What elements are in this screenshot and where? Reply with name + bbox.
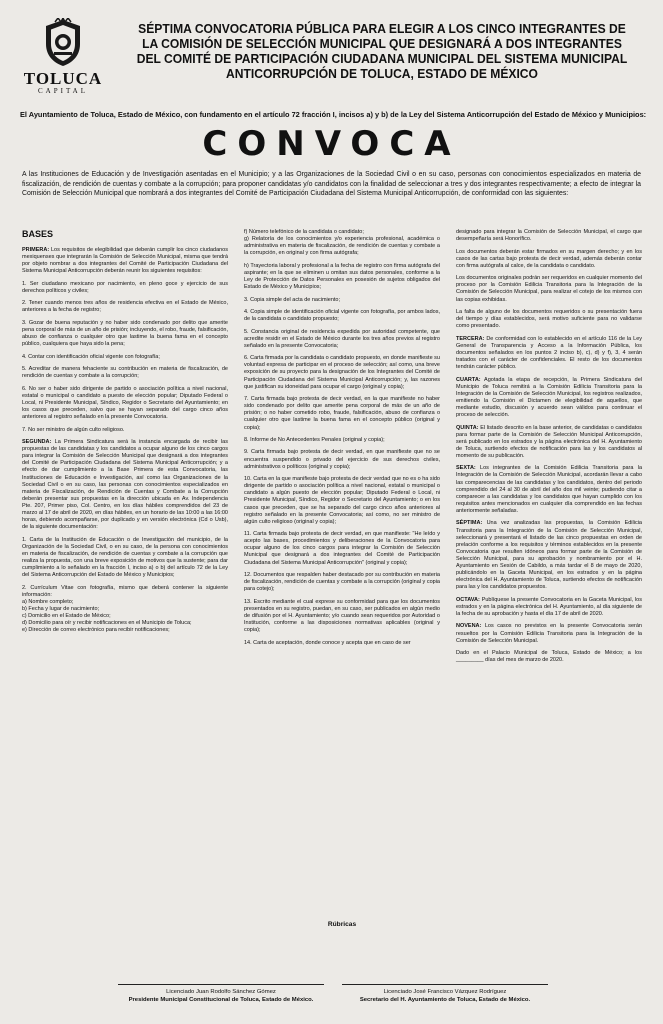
base-text: Agotada la etapa de recepción, la Primera Sindicatura del Municipio de Toluca remitirá a la Comisión Edilicia Transitoria para la Integración de la Comisión de Selección Municipal, los registros realizados, emitiendo la Comisión el Dictamen de elegibilidad de aquellos, que mediante estudio, discusión y acuerdo sean válidos para continuar el proceso de selección. xyxy=(456,376,642,419)
document-item: 2. Currículum Vitae con fotografía, mismo que deberá contener la siguiente información: xyxy=(22,584,228,598)
document-item: 9. Carta firmada bajo protesta de decir verdad, en que manifieste que no se encuentra suspendido o privado del ejercicio de sus derechos civiles, administrativos o políticos (original y copia); xyxy=(244,449,440,470)
base-label: PRIMERA: xyxy=(22,247,50,253)
signature-block-president xyxy=(118,984,324,1004)
requirement-item: 2. Tener cuando menos tres años de residencia efectiva en el Estado de México, anteriores a la fecha de registro; xyxy=(22,300,228,314)
base-octava xyxy=(456,597,642,618)
convoca-heading: CONVOCA xyxy=(202,124,461,164)
paragraph: La falta de alguno de los documentos requeridos o su presentación fuera del tiempo y días establecidos, será motivo suficiente para no validarse como presentado. xyxy=(456,309,642,330)
paragraph: Los documentos originales podrán ser requeridos en cualquier momento del proceso por la Comisión Edilicia Transitoria para la Integración de la Comisión de Selección Municipal, para realizar el cotejo de los mismos con las copias exhibidas. xyxy=(456,275,642,303)
intro-paragraph: A las Instituciones de Educación y de Investigación asentadas en el Municipio; y a las Organizaciones de la Sociedad Civil o en su caso, personas con conocimientos especializados en materia de fiscalización, de rendición de cuentas y combate a la corrupción; para proponer candidatas y/o candidatos con la finalidad de seleccionar a tres y dos integrantes respectivamente; a efecto de integrar la Comisión de Selección Municipal que nombrará a dos integrantes del Comité de Participación Ciudadana del Sistema Municipal Anticorrupción, de conformidad con las siguientes: xyxy=(22,171,641,198)
signatory-role: Secretario del H. Ayuntamiento de Toluca, Estado de México. xyxy=(359,997,531,1003)
base-text: El listado descrito en la base anterior, de candidatas o candidatos para formar parte de la Comisión de Selección Municipal Anticorrupción, será publicado en los estrados y la página electrónica del H. Ayuntamiento de Toluca, surtiendo efectos de notificación para las y los candidatos al momento de su publicación. xyxy=(456,424,642,459)
column-2 xyxy=(244,229,440,652)
base-segunda xyxy=(22,439,228,531)
document-subitem: e) Dirección de correo electrónico para recibir notificaciones; xyxy=(22,627,170,634)
document-item: 8. Informe de No Antecedentes Penales (original y copia); xyxy=(244,436,385,443)
signature-line xyxy=(118,984,324,985)
base-cuarta xyxy=(456,377,642,420)
base-text: Los integrantes de la Comisión Edilicia Transitoria para la Integración de la Comisión de Selección Municipal, acordarán llevar a cabo las comparecencias de las candidatas y los candidatos, dentro del periodo comprendido del 24 al 30 de abril del año dos mil veinte; pudiendo citar a comparecer a las candidatas y los candidatos que hayan cumplido con los requisitos antes mencionados en cualquier día comprendido en las fechas anteriormente señaladas. xyxy=(456,465,642,514)
logo xyxy=(20,18,106,100)
base-label: SEXTA: xyxy=(456,465,476,472)
legal-basis-line: El Ayuntamiento de Toluca, Estado de México, con fundamento en el artículo 72 fracción I, incisos a) y b) de la Ley del Sistema Anticorrupción del Estado de México y Municipios: xyxy=(20,110,647,119)
document-item: 10. Carta en la que manifieste bajo protesta de decir verdad que no es o ha sido dirigente de partido o asociación política a nivel nacional, estatal o municipal o candidato a algún puesto de elección popular; Diputado Federal o Local, ni Presidente Municipal, Síndico, Regidor o Secretario del Ayuntamiento; o en los casos que preceden, que se ha separado del cargo cinco años anteriores al registro señalado en la presente Convocatoria; así como, no ser ministro de algún culto religioso (original y copia); xyxy=(244,476,440,525)
document-subitem: d) Domicilio para oír y recibir notificaciones en el Municipio de Toluca; xyxy=(22,620,192,627)
base-septima xyxy=(456,520,642,591)
base-quinta xyxy=(456,425,642,460)
column-1 xyxy=(22,229,228,634)
base-text: Los casos no previstos en la presente Convocatoria serán resueltos por la Comisión Edilicia Transitoria para la Integración de la Comisión de Selección Municipal. xyxy=(456,623,642,644)
requirement-item: 4. Contar con identificación oficial vigente con fotografía; xyxy=(22,353,160,360)
paragraph: designado para integrar la Comisión de Selección Municipal, el cargo que desempeñaría será Honorífico. xyxy=(456,229,642,243)
document-subitem: h) Trayectoria laboral y profesional a la fecha de registro con firma autógrafa del aspirante; en la que se eliminen u omitan sus datos personales, conforme a la Ley de Protección de Datos Personales en posesión de sujetos obligados del Estado de México y Municipios; xyxy=(244,262,440,291)
base-text: Los requisitos de elegibilidad que deberán cumplir los cinco ciudadanos mexiquenses que integrarán la Comisión de Selección Municipal, misma que tendrá por objeto nombrar a dos integrantes del Comité de Participación Ciudadana del Sistema Municipal Anticorrupción deberán reunir los siguientes requisitos: xyxy=(22,247,228,275)
document-subitem: f) Número telefónico de la candidata o candidato; xyxy=(244,229,364,235)
paragraph: Los documentos deberán estar firmados en su margen derecho; y en los casos de las cartas bajo protesta de decir verdad, además deberán contar con firma autógrafa al calce, de la candidata o candidato. xyxy=(456,248,642,269)
base-sexta xyxy=(456,465,642,515)
document-item: 3. Copia simple del acta de nacimiento; xyxy=(244,296,340,303)
document-item: 13. Escrito mediante el cual exprese su conformidad para que los documentos presentados en su registro, puedan, en su caso, ser publicados en algún medio de difusión por el H. Ayuntamiento; y/o cuando sean requeridos por Autoridad o Institución, conforme a las disposiciones normativas aplicables (original y copia); xyxy=(244,598,440,634)
requirement-item: 7. No ser ministro de algún culto religioso. xyxy=(22,426,125,433)
requirement-item: 3. Gozar de buena reputación y no haber sido condenado por delito que amerite pena corporal de más de un año de prisión; incluyendo, el robo, fraude, falsificación, abuso de confianza o cualquier otro que lastime la buena fama en el concepto público, cualquiera que haya sido la pena; xyxy=(22,319,228,348)
document-item: 6. Carta firmada por la candidata o candidato propuesto, en donde manifieste su voluntad expresa de participar en el proceso de selección; así como, una breve exposición de su proyecto para la designación de los Integrantes del Comité de Participación Ciudadana del Sistema Municipal Anticorrupción; y, las razones que justifican su idoneidad para ocupar el cargo (original y copia); xyxy=(244,355,440,390)
requirement-item: 1. Ser ciudadano mexicano por nacimiento, en pleno goce y ejercicio de sus derechos políticos y civiles; xyxy=(22,280,228,294)
base-label: OCTAVA: xyxy=(456,596,480,603)
base-text: De conformidad con lo establecido en el artículo 116 de la Ley General de Transparencia y Acceso a la Información Pública, los documentos señalados en los puntos 2 inciso b), c), d) y f), 3, 4 serán tratados con el carácter de confidenciales. El resto de los documentos tendrán carácter público. xyxy=(456,335,642,371)
signature-block-secretary xyxy=(342,984,548,1004)
base-text: Una vez analizadas las propuestas, la Comisión Edilicia Transitoria para la Integración de la Comisión de Selección Municipal, seleccionará y presentará el listado de las cinco propuestas en orden de prelación conforme a los requisitos y términos establecidos en la presente Convocatoria que resulten idóneos para formar parte de la Comisión de Selección Municipal, para su aprobación y nombramiento por el H. Ayuntamiento en Sesión de Cabildo, a más tardar el 8 de mayo de 2020, publicándolo en la Gaceta Municipal, en los estrados y en la página electrónica del H. Ayuntamiento de Toluca, surtiendo efectos de notificación para las y los candidatos propuestos. xyxy=(456,520,642,591)
column-3 xyxy=(456,229,642,670)
bases-heading: BASES xyxy=(22,229,54,239)
document-item: 14. Carta de aceptación, donde conoce y acepta que en caso de ser xyxy=(244,639,411,646)
signature-line xyxy=(342,984,548,985)
signatory-name: Licenciado Juan Rodolfo Sánchez Gómez xyxy=(166,989,276,995)
document-item: 5. Constancia original de residencia expedida por autoridad competente, que acredite residir en el Estado de México durante los tres años previos al registro señalado en la presente Convocatoria; xyxy=(244,328,440,349)
document-item: 11. Carta firmada bajo protesta de decir verdad, en que manifieste: "He leído y acepto las bases, procedimientos y deliberaciones de la Convocatoria para ocupar alguno de los cinco cargos para integrar la Comisión de Selección Municipal que designará a dos integrantes del Comité de Participación Ciudadana del Sistema Municipal Anticorrupción" (original y copia); xyxy=(244,531,440,566)
document-subitem: b) Fecha y lugar de nacimiento; xyxy=(22,605,100,612)
base-label: SÉPTIMA: xyxy=(456,520,483,527)
document-item: 7. Carta firmada bajo protesta de decir verdad, en la que manifieste no haber sido condenado por delito que amerite pena corporal de más de un año de prisión; o no haber cometido robo, fraude, falsificación, abuso de confianza o cualquier otro que lastime la buena fama en el concepto público (original y copia); xyxy=(244,396,440,431)
document-item: 12. Documentos que respalden haber destacado por su contribución en materia de fiscalización, rendición de cuentas y combate a la corrupción (original y copia para cotejo); xyxy=(244,572,440,593)
base-label: TERCERA: xyxy=(456,335,485,342)
base-text: La Primera Sindicatura será la instancia encargada de recibir las propuestas de las candidatas y los candidatos a ocupar alguno de los cinco cargos para integrar la Comisión de Selección Municipal que designará a dos integrantes del Comité de Participación Ciudadana del Sistema Municipal Anticorrupción; y a efecto de dar cumplimiento a la Base Primera de esta Convocatoria, las Instituciones de Educación e Investigación, así como las Organizaciones de la Sociedad Civil o en su caso, las personas con conocimientos especializados en materia de Fiscalización, de Rendición de Cuentas y Combate a la Corrupción deberán presentar sus propuestas en la dirección ubicada en Av. Independencia Pte. 207, Primer piso, Col. Centro, en los días hábiles comprendidos del 23 de marzo al 17 de abril de 2020, en días hábiles, en un horario de las 10:00 a las 16:00 horas, debiendo acompañarse, por duplicado y en versión electrónica (Cd o Usb), de la siguiente documentación: xyxy=(22,439,228,531)
base-novena xyxy=(456,623,642,644)
requirement-item: 5. Acreditar de manera fehaciente su contribución en materia de fiscalización, de rendición de cuentas y combate a la corrupción; xyxy=(22,366,228,380)
date-line: Dado en el Palacio Municipal de Toluca, Estado de México; a los _________ días del mes de marzo de 2020. xyxy=(456,650,642,664)
document-subitem: c) Domicilio en el Estado de México; xyxy=(22,613,111,620)
logo-name: TOLUCA xyxy=(23,69,103,88)
document-item: 1. Carta de la Institución de Educación o de Investigación del municipio, de la Organización de la Sociedad Civil, o en su caso, de la persona con conocimientos en materia de fiscalización, de rendición de cuentas y combate a la corrupción que realiza la propuesta, con una breve exposición de motivos que la sustente; para dar cumplimiento a lo señalado en la fracción I, inciso a) o b) del artículo 72 de la Ley del Sistema Anticorrupción del Estado de México y Municipios; xyxy=(22,536,228,579)
base-primera xyxy=(22,247,228,275)
signatory-role: Presidente Municipal Constitucional de Toluca, Estado de México. xyxy=(128,997,314,1003)
base-label: SEGUNDA: xyxy=(22,439,52,446)
rubricas-label: Rúbricas xyxy=(327,921,357,928)
toluca-crest-icon xyxy=(40,18,86,68)
document-item: 4. Copia simple de identificación oficial vigente con fotografía, por ambos lados, de la candidata o candidato propuesto; xyxy=(244,309,440,323)
document-title: SÉPTIMA CONVOCATORIA PÚBLICA PARA ELEGIR A LOS CINCO INTEGRANTES DE LA COMISIÓN DE SELECCIÓN MUNICIPAL QUE DESIGNARÁ A DOS INTEGRANTES DEL COMITÉ DE PARTICIPACIÓN CIUDADANA MUNICIPAL DEL SISTEMA MUNICIPAL ANTICORRUPCIÓN DE TOLUCA, ESTADO DE MÉXICO xyxy=(136,22,628,81)
logo-subtitle: CAPITAL xyxy=(38,87,88,95)
base-label: QUINTA: xyxy=(456,424,479,431)
signatory-name: Licenciado José Francisco Vázquez Rodríguez xyxy=(383,989,507,995)
base-text: Publíquese la presente Convocatoria en la Gaceta Municipal, los estrados y en la página electrónica del H. Ayuntamiento, al día siguiente de la fecha de su aprobación y hasta el día 17 de abril de 2020. xyxy=(456,596,642,617)
document-subitem: g) Relatoría de los conocimientos y/o experiencia profesional, académica o administrativa en materia de fiscalización, de rendición de cuentas y combate a la corrupción, en original y con firma autógrafa; xyxy=(244,236,440,257)
base-tercera xyxy=(456,336,642,371)
document-subitem: a) Nombre completo; xyxy=(22,598,74,605)
requirement-item: 6. No ser o haber sido dirigente de partido o asociación política a nivel nacional, estatal o municipal o candidato a puesto de elección popular; Diputado Federal o Local, ni Presidente Municipal, Síndico, Regidor o Secretario del Ayuntamiento; en los casos que preceden, salvo que se hayan separado del cargo cinco años anteriores al registro señalado en la presente Convocatoria. xyxy=(22,385,228,421)
base-label: CUARTA: xyxy=(456,376,481,383)
base-label: NOVENA: xyxy=(456,623,482,630)
